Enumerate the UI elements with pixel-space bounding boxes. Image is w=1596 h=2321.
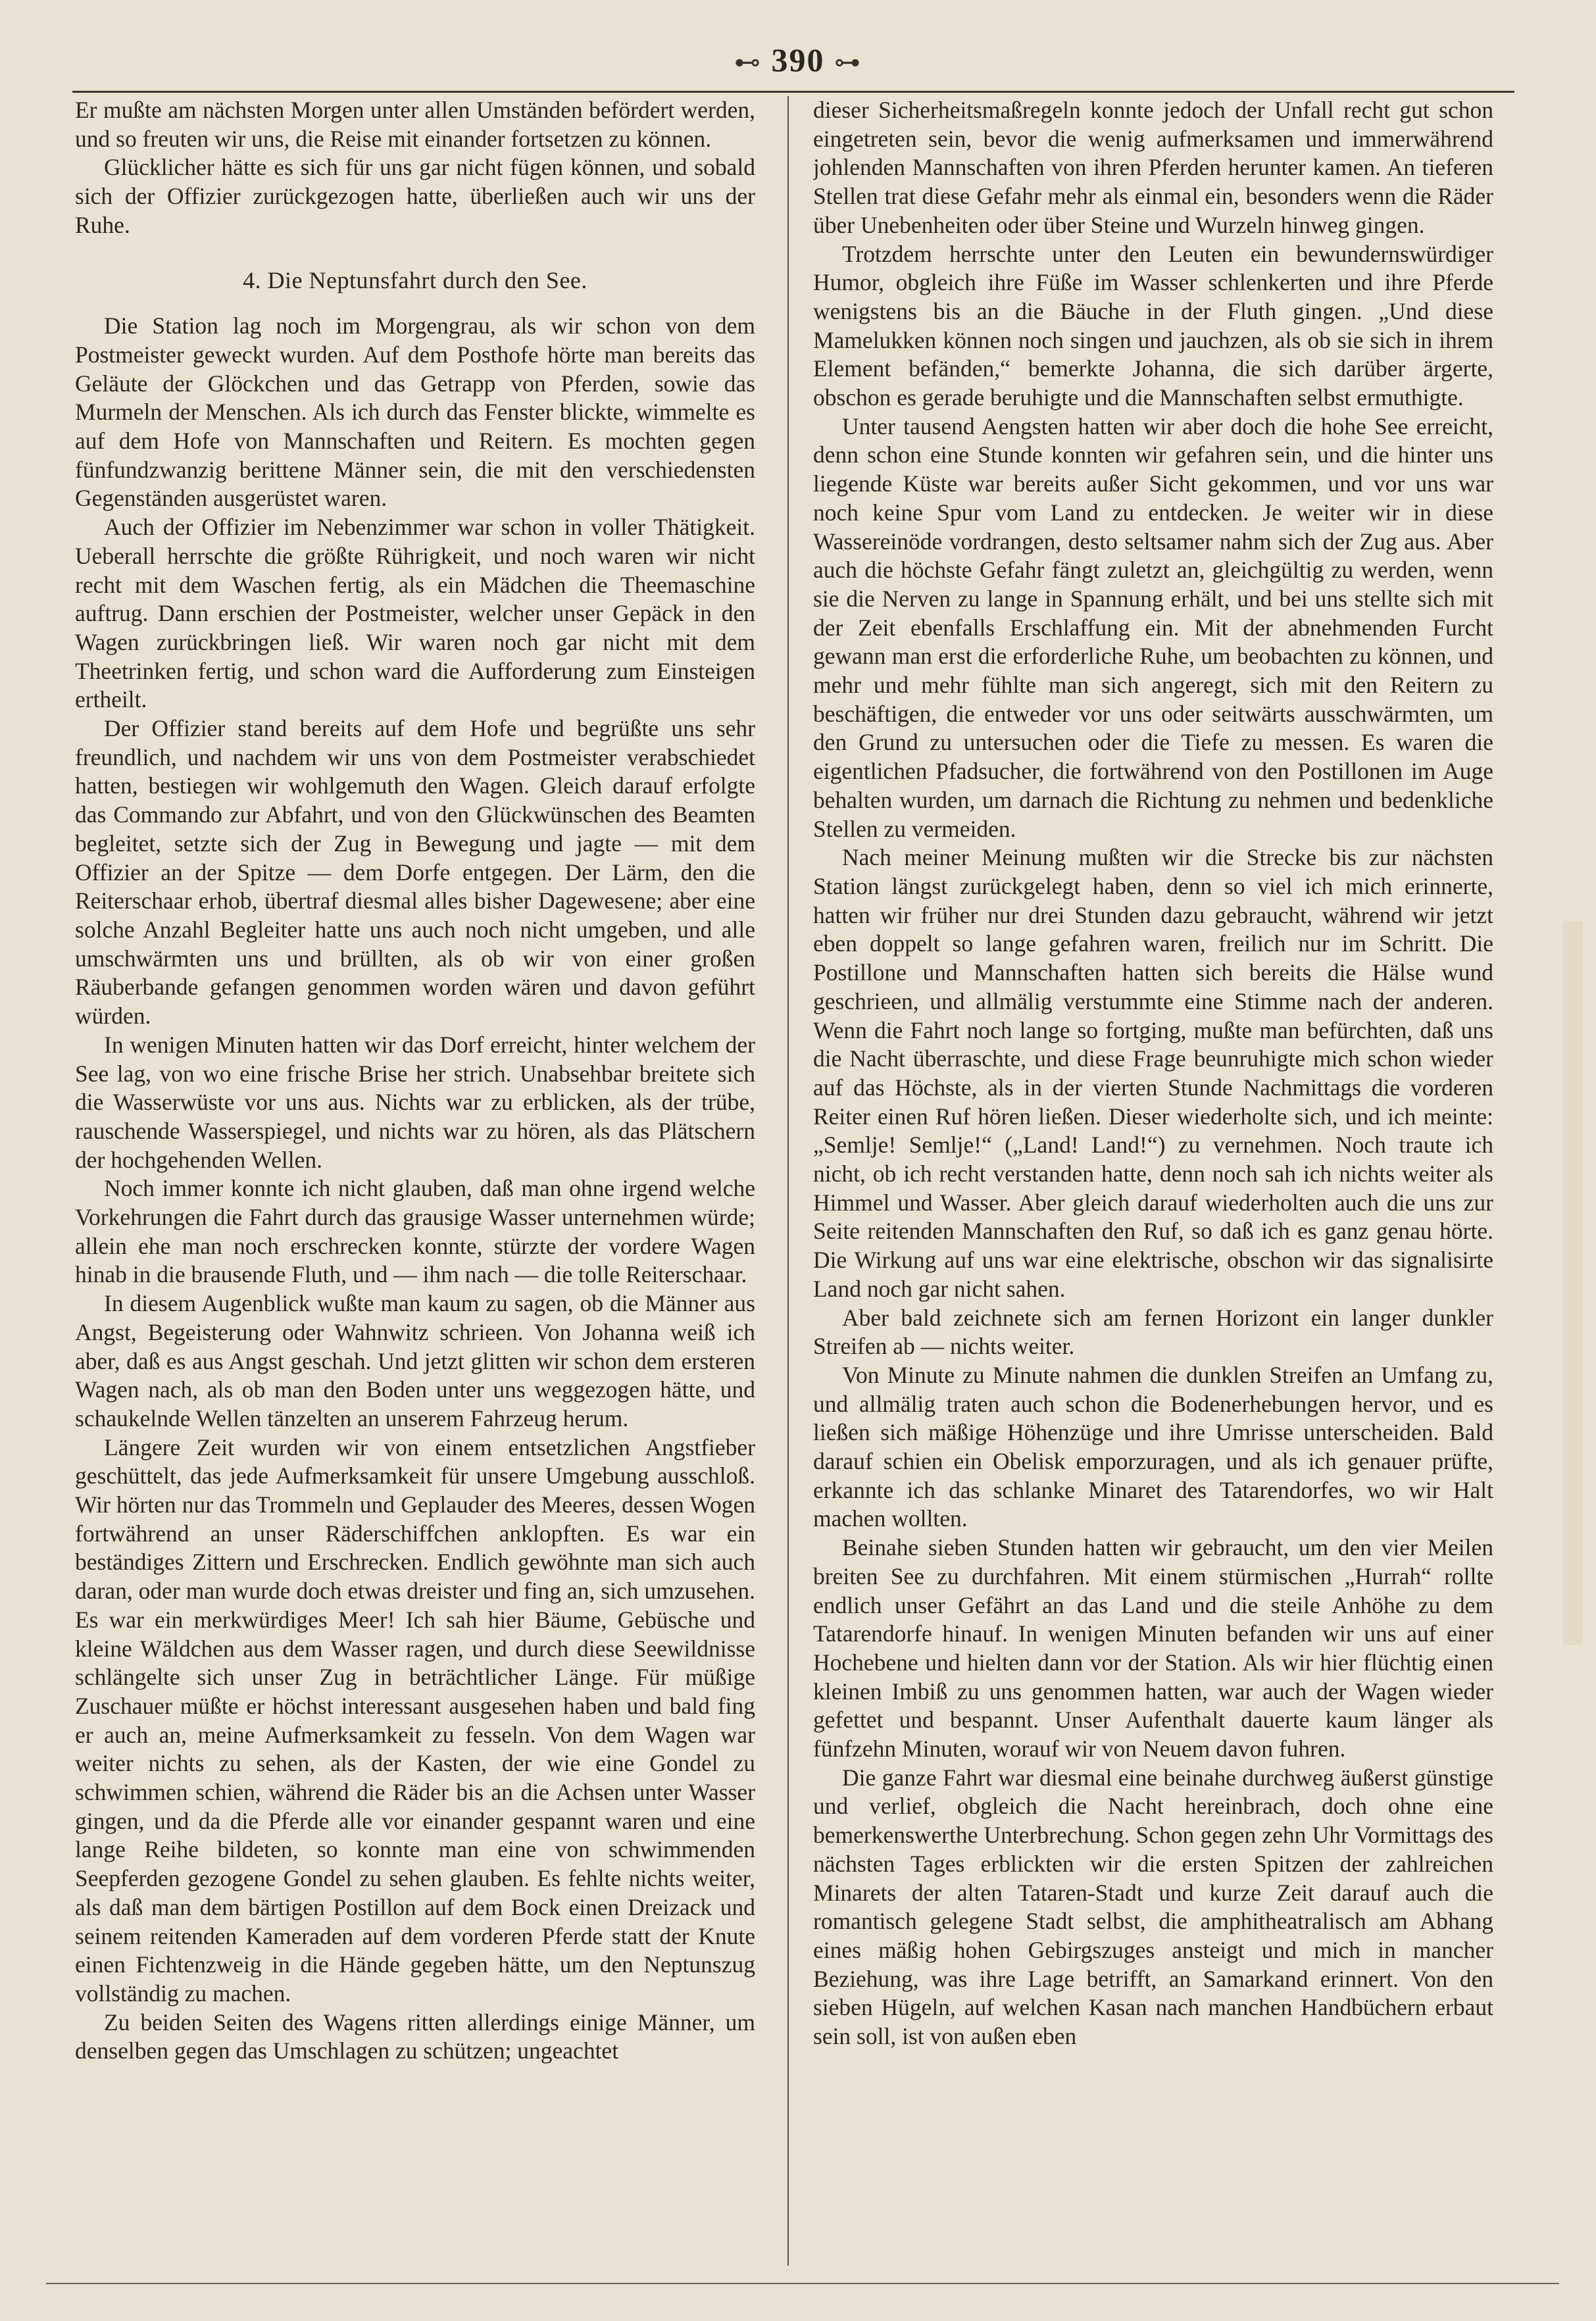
paper-stain (1563, 921, 1583, 1645)
ornament-right: ⊶ (834, 47, 862, 77)
paragraph: Aber bald zeichnete sich am fernen Horizont ein langer dunkler Streifen ab — nichts weiter. (813, 1304, 1493, 1360)
paragraph: Noch immer konnte ich nicht glauben, daß man ohne irgend welche Vorkehrungen die Fahrt durch das grausige Wasser unternehmen würde; allein ehe man noch erschrecken konnte, stürzte der vordere Wagen hinab in die brausende Fluth, und — ihm nach — die tolle Reiterschaar. (75, 1175, 755, 1288)
page-number: 390 (771, 41, 825, 78)
paragraph: Zu beiden Seiten des Wagens ritten allerdings einige Männer, um denselben gegen das Umschlagen zu schützen; ungeachtet (75, 2009, 755, 2064)
paragraph: Längere Zeit wurden wir von einem entsetzlichen Angstfieber geschüttelt, das jede Aufmerksamkeit für unsere Umgebung ausschloß. Wir hörten nur das Trommeln und Geplauder des Meeres, dessen Wogen fortwährend an unser Räderschiffchen anklopften. Es war ein beständiges Zittern und Erschrecken. Endlich gewöhnte man sich auch daran, oder man wurde doch etwas dreister und fing an, sich umzusehen. Es war ein merkwürdiges Meer! Ich sah hier Bäume, Gebüsche und kleine Wäldchen aus dem Wasser ragen, und durch diese Seewildnisse schlängelte sich unser Zug in beträchtlicher Länge. Für müßige Zuschauer müßte er höchst interessant ausgesehen haben und bald fing er auch an, meine Aufmerksamkeit zu fesseln. Von dem Wagen war weiter nichts zu sehen, als der Kasten, der wie eine Gondel zu schwimmen schien, während die Räder bis an die Achsen unter Wasser gingen, und da die Pferde alle vor einander gespannt waren und eine lange Reihe bildeten, so konnte man eine von schwimmenden Seepferden gezogene Gondel zu sehen glauben. Es fehlte nichts weiter, als daß man dem bärtigen Postillon auf dem Bock einen Dreizack und seinem reitenden Kameraden auf dem vorderen Pferde statt der Knute einen Fichtenzweig in die Hände gegeben hätte, um den Neptunszug vollständig zu machen. (75, 1434, 755, 2007)
bottom-rule (46, 2283, 1559, 2284)
paragraph: Er mußte am nächsten Morgen unter allen Umständen befördert werden, und so freuten wir uns, die Reise mit einander fortsetzen zu können. (75, 97, 755, 152)
paragraph: Nach meiner Meinung mußten wir die Strecke bis zur nächsten Station längst zurückgelegt haben, denn so viel ich mich erinnerte, hatten wir früher nur drei Stunden dazu gebraucht, während wir jetzt eben doppelt so lange gefahren waren, freilich nur im Schritt. Die Postillone und Mannschaften hatten sich bereits die Hälse wund geschrieen, und allmälig verstummte eine Stimme nach der anderen. Wenn die Fahrt noch lange so fortging, mußte man befürchten, daß uns die Nacht überraschte, und diese Frage beunruhigte mich schon wieder auf das Höchste, als in der vierten Stunde Nachmittags die vorderen Reiter einen Ruf hören ließen. Dieser wiederholte sich, und ich meinte: „Semlje! Semlje!“ („Land! Land!“) zu vernehmen. Noch traute ich nicht, ob ich recht verstanden hatte, denn noch sah ich nichts weiter als Himmel und Wasser. Aber gleich darauf wiederholten auch die uns zur Seite reitenden Mannschaften den Ruf, so daß ich es ganz genau hörte. Die Wirkung auf uns war eine elektrische, obschon wir das signalisirte Land noch gar nicht sahen. (813, 844, 1493, 1302)
column-divider (787, 96, 789, 2266)
paragraph: Von Minute zu Minute nahmen die dunklen Streifen an Umfang zu, und allmälig traten auch schon die Bodenerhebungen hervor, und es ließen sich mäßige Höhenzüge und ihre Umrisse unterscheiden. Bald darauf schien ein Obelisk emporzuragen, und als ich genauer prüfte, erkannte ich das schlanke Minaret des Tatarendorfes, wo wir Halt machen wollten. (813, 1361, 1493, 1532)
header-rule (72, 91, 1514, 93)
page-header (0, 41, 1596, 79)
paragraph-continued: dieser Sicherheitsmaßregeln konnte jedoch der Unfall recht gut schon eingetreten sein, bevor die wenig aufmerksamen und immerwährend johlenden Mannschaften von ihren Pferden herunter kamen. An tieferen Stellen trat diese Gefahr mehr als einmal ein, besonders wenn die Räder über Unebenheiten oder über Steine und Wurzeln hinweg gingen. (813, 97, 1493, 238)
right-column (813, 96, 1493, 2267)
paragraph: Trotzdem herrschte unter den Leuten ein bewundernswürdiger Humor, obgleich ihre Füße im Wasser schlenkerten und ihre Pferde wenigstens bis an die Bäuche in der Fluth gingen. „Und diese Mamelukken können noch singen und jauchzen, als ob sie sich in ihrem Element befänden,“ bemerkte Johanna, die sich darüber ärgerte, obschon es gerade beruhigte und die Mannschaften selbst ermuthigte. (813, 240, 1493, 411)
left-column (75, 96, 755, 2267)
paragraph: Unter tausend Aengsten hatten wir aber doch die hohe See erreicht, denn schon eine Stunde konnten wir gefahren sein, und die hinter uns liegende Küste war bereits außer Sicht gekommen, und vor uns war noch keine Spur vom Land zu entdecken. Je weiter wir in diese Wassereinöde vordrangen, desto seltsamer nahm sich der Zug aus. Aber auch die höchste Gefahr fängt zuletzt an, gleichgültig zu werden, wenn sie die Nerven zu lange in Spannung erhält, und bei uns stellte sich mit der Zeit ebenfalls Erschlaffung ein. Mit der abnehmenden Furcht gewann man erst die erforderliche Ruhe, um beobachten zu können, und mehr und mehr fühlte man sich angeregt, sich mit den Reitern zu beschäftigen, die entweder vor uns oder seitwärts ausschwärmten, um den Grund zu untersuchen oder die Tiefe zu messen. Es waren die eigentlichen Pfadsucher, die fortwährend von den Postillonen im Auge behalten wurden, um darnach die Richtung zu nehmen und bedenkliche Stellen zu vermeiden. (813, 412, 1493, 842)
paragraph: Beinahe sieben Stunden hatten wir gebraucht, um den vier Meilen breiten See zu durchfahren. Mit einem stürmischen „Hurrah“ rollte endlich unser Gefährt an das Land und die steile Anhöhe zu dem Tatarendorfe hinauf. In wenigen Minuten befanden wir uns auf einer Hochebene und hielten dann vor der Station. Als wir hier flüchtig einen kleinen Imbiß zu uns genommen hatten, war auch der Wagen wieder gefettet und bespannt. Unser Aufenthalt dauerte kaum länger als fünfzehn Minuten, worauf wir von Neuem davon fuhren. (813, 1534, 1493, 1762)
paragraph: Der Offizier stand bereits auf dem Hofe und begrüßte uns sehr freundlich, und nachdem wir uns von dem Postmeister verabschiedet hatten, bestiegen wir wohlgemuth den Wagen. Gleich darauf erfolgte das Commando zur Abfahrt, und von den Glückwünschen des Beamten begleitet, setzte sich der Zug in Bewegung und jagte — mit dem Offizier an der Spitze — dem Dorfe entgegen. Der Lärm, den die Reiterschaar erhob, übertraf diesmal alles bisher Dagewesene; aber eine solche Anzahl Begleiter hatte uns auch noch nicht umgeben, und alle umschwärmten uns und brüllten, als ob wir von einer großen Räuberbande gefangen genommen worden wären und davon geführt würden. (75, 715, 755, 1030)
paragraph: In diesem Augenblick wußte man kaum zu sagen, ob die Männer aus Angst, Begeisterung oder Wahnwitz schrieen. Von Johanna weiß ich aber, daß es aus Angst geschah. Und jetzt glitten wir schon dem ersteren Wagen nach, als ob man den Boden unter uns weggezogen hätte, und schaukelnde Wellen tänzelten an unserem Fahrzeug herum. (75, 1290, 755, 1432)
paragraph: Die Station lag noch im Morgengrau, als wir schon von dem Postmeister geweckt wurden. Auf dem Posthofe hörte man bereits das Geläute der Glöckchen und das Getrapp von Pferden, sowie das Murmeln der Menschen. Als ich durch das Fenster blickte, wimmelte es auf dem Hofe von Mannschaften und Reitern. Es mochten gegen fünfundzwanzig berittene Männer sein, die mit den verschiedensten Gegenständen ausgerüstet waren. (75, 312, 755, 512)
section-heading: 4. Die Neptunsfahrt durch den See. (243, 266, 587, 293)
paragraph: Auch der Offizier im Nebenzimmer war schon in voller Thätigkeit. Ueberall herrschte die größte Rührigkeit, und noch waren wir nicht recht mit dem Waschen fertig, als ein Mädchen die Theemaschine auftrug. Dann erschien der Postmeister, welcher unser Gepäck in den Wagen zurückbringen ließ. Wir waren noch gar nicht mit dem Theetrinken fertig, und schon ward die Aufforderung zum Einsteigen ertheilt. (75, 514, 755, 713)
ornament-left: ⊷ (734, 47, 762, 77)
paragraph: Glücklicher hätte es sich für uns gar nicht fügen können, und sobald sich der Offizier zurückgezogen hatte, überließen auch wir uns der Ruhe. (75, 154, 755, 238)
paragraph: In wenigen Minuten hatten wir das Dorf erreicht, hinter welchem der See lag, von wo eine frische Brise her strich. Unabsehbar breitete sich die Wasserwüste vor uns aus. Nichts war zu erblicken, als der trübe, rauschende Wasserspiegel, und nichts war zu hören, als das Plätschern der hochgehenden Wellen. (75, 1031, 755, 1173)
paragraph: Die ganze Fahrt war diesmal eine beinahe durchweg äußerst günstige und verlief, obgleich die Nacht hereinbrach, doch ohne eine bemerkenswerthe Unterbrechung. Schon gegen zehn Uhr Vormittags des nächsten Tages erblickten wir die ersten Spitzen der zahlreichen Minarets der alten Tataren-Stadt und kurze Zeit darauf auch die romantisch gelegene Stadt selbst, die amphitheatralisch am Abhang eines mäßig hohen Gebirgszuges ansteigt und mich in mancher Beziehung, was ihre Lage betrifft, an Samarkand erinnert. Von den sieben Hügeln, auf welchen Kasan nach manchen Handbüchern erbaut sein soll, ist von außen eben (813, 1764, 1493, 2050)
